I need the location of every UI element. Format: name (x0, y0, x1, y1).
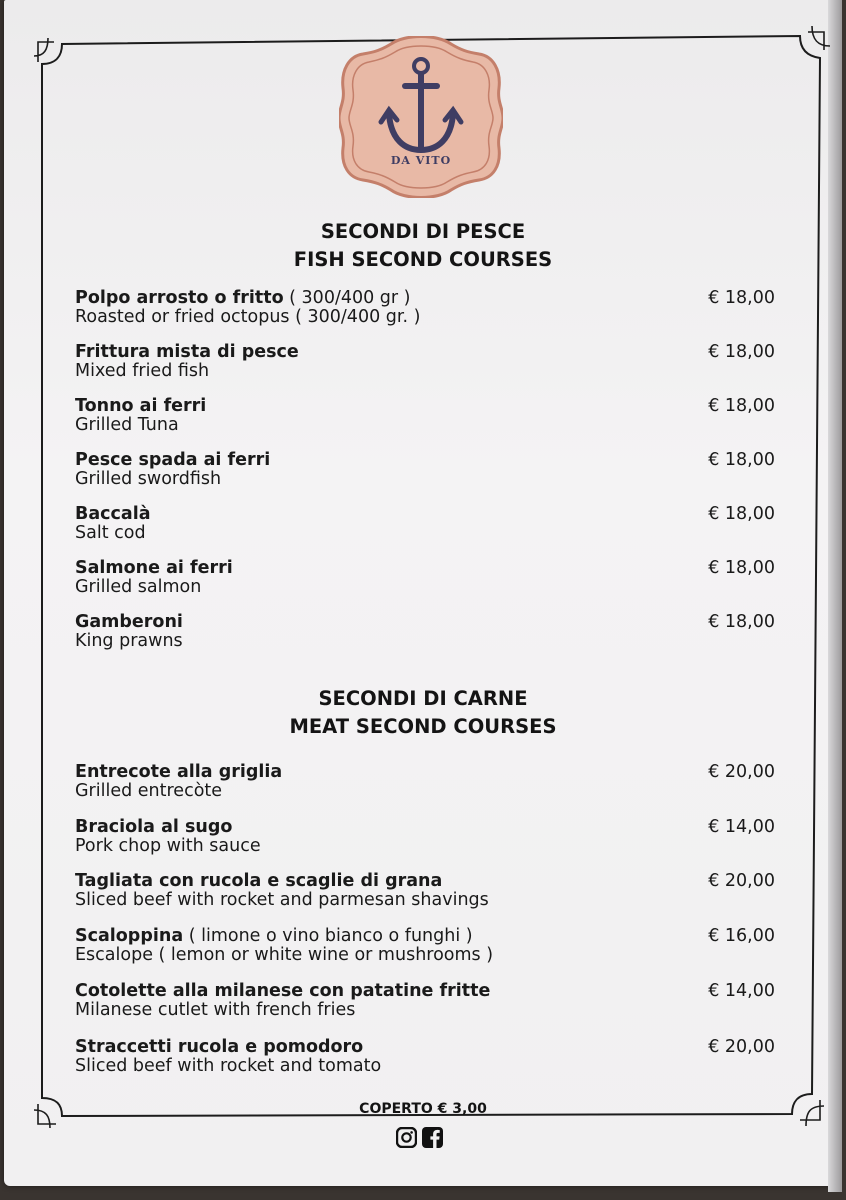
item-translation: Escalope ( lemon or white wine or mushrooms ) (75, 945, 494, 965)
item-translation: Salt cod (75, 523, 146, 543)
item-detail: ( limone o vino bianco o funghi ) (183, 926, 473, 946)
meat-section-title-en: MEAT SECOND COURSES (289, 715, 557, 738)
menu-item (75, 613, 775, 651)
item-price: € 18,00 (708, 396, 775, 416)
logo-text: DA VITO (390, 154, 452, 167)
menu-item (75, 397, 775, 435)
restaurant-logo (339, 36, 503, 198)
item-name: Salmone ai ferri (75, 558, 233, 578)
item-translation: Sliced beef with rocket and tomato (75, 1056, 382, 1076)
item-translation: Grilled swordfish (75, 469, 222, 489)
item-name: Pesce spada ai ferri (75, 450, 271, 470)
menu-item (75, 451, 775, 489)
menu-item (75, 982, 775, 1020)
item-translation: Sliced beef with rocket and parmesan shavings (75, 890, 489, 910)
item-name: Polpo arrosto o fritto (75, 288, 284, 308)
item-detail: ( 300/400 gr ) (283, 288, 411, 308)
menu-item (75, 505, 775, 543)
item-name: Tonno ai ferri (75, 396, 207, 416)
item-price: € 20,00 (708, 1037, 775, 1057)
menu-item (75, 559, 775, 597)
item-name: Braciola al sugo (75, 817, 233, 837)
fish-section-title-it: SECONDI DI PESCE (320, 220, 526, 243)
item-price: € 18,00 (708, 450, 775, 470)
item-name: Frittura mista di pesce (75, 342, 299, 362)
menu-item (75, 289, 775, 327)
item-price: € 16,00 (708, 926, 775, 946)
item-name: Scaloppina (75, 926, 184, 946)
fish-section-title-en: FISH SECOND COURSES (293, 248, 553, 271)
menu-item (75, 927, 775, 965)
item-price: € 20,00 (708, 762, 775, 782)
item-price: € 20,00 (708, 871, 775, 891)
item-name: Entrecote alla griglia (75, 762, 283, 782)
item-price: € 18,00 (708, 288, 775, 308)
item-name: Straccetti rucola e pomodoro (75, 1037, 364, 1057)
facebook-icon[interactable] (422, 1127, 443, 1148)
meat-section-title-it: SECONDI DI CARNE (318, 687, 528, 710)
item-name: Baccalà (75, 504, 151, 524)
menu-item (75, 343, 775, 381)
item-translation: Pork chop with sauce (75, 836, 261, 856)
item-name: Cotolette alla milanese con patatine fritte (75, 981, 491, 1001)
menu-item (75, 818, 775, 856)
instagram-icon[interactable] (396, 1127, 417, 1148)
item-price: € 14,00 (708, 981, 775, 1001)
item-translation: Roasted or fried octopus ( 300/400 gr. ) (75, 307, 421, 327)
cover-charge: COPERTO € 3,00 (359, 1101, 487, 1117)
social-links (396, 1127, 443, 1148)
item-translation: Mixed fried fish (75, 361, 210, 381)
item-price: € 14,00 (708, 817, 775, 837)
item-translation: Grilled Tuna (75, 415, 179, 435)
item-price: € 18,00 (708, 558, 775, 578)
menu-item (75, 763, 775, 801)
item-name: Gamberoni (75, 612, 183, 632)
item-translation: Milanese cutlet with french fries (75, 1000, 356, 1020)
menu-item (75, 872, 775, 910)
item-price: € 18,00 (708, 504, 775, 524)
item-name: Tagliata con rucola e scaglie di grana (75, 871, 443, 891)
item-translation: Grilled entrecòte (75, 781, 223, 801)
item-translation: Grilled salmon (75, 577, 202, 597)
item-price: € 18,00 (708, 612, 775, 632)
menu-item (75, 1038, 775, 1076)
item-translation: King prawns (75, 631, 183, 651)
item-price: € 18,00 (708, 342, 775, 362)
